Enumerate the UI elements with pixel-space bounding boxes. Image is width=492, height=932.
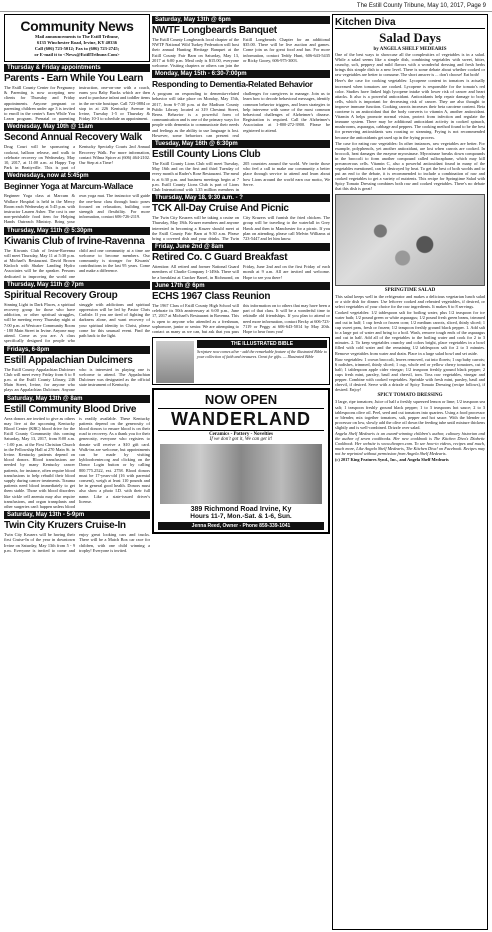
event: [4, 511, 150, 553]
event-date: June 17th @ 6pm: [152, 282, 330, 290]
store-name: WANDERLAND: [158, 408, 324, 431]
event-title: Second Annual Recovery Walk: [4, 132, 142, 144]
event-date: Saturday, May 13th @ 8am: [4, 395, 150, 403]
event-date: Thursday & Friday appointments: [4, 64, 150, 72]
event-text: Attention: All retired and former National Guard members of Charlie Company 1-149th. There will be a breakfast at Cracker Barrel, in Richmond, on Friday, June 2nd and on the first Friday of each month at 9 a.m. All are invited and welcome. Hope to see you there!: [152, 264, 330, 280]
event-text: The Estill County Center for Pregnancy & Parenting is now accepting new clients for Thursday and Friday appointments. Anyone pregnant or parenting children under age 3 is invited to enroll in the center's Earn While You Learn program. Prenatal or parenting instruction, one-on-one with a coach, earns you Baby Bucks which are then used to purchase infant and toddler items in the on-site boutique. Call 723-0884 or stop in at 226 Kentucky Avenue in Irvine, Tuesday 1-5 or Thursday & Friday 10-3 to schedule an appointment.: [4, 85, 150, 122]
event-text: Beginner Yoga class at Marcum & Wallace Hospital is held in the Mercy Room each Wednesday at 5:45 p.m. with instructor Lauren Asher. The cost is one non-perishable food item for Helping Hands Outreach Ministry. Bring your own yoga mat. The instructor will guide the one-hour class through basic poses focused on relaxation, building core strength and flexibility. For more information, contact 606-726-2119.: [4, 193, 150, 225]
event: [152, 140, 330, 192]
event: [152, 243, 330, 280]
store-tagline: If we don't got it, We can get it!: [209, 437, 273, 443]
paragraph: 3 large, ripe tomatoes; Juice of half a freshly squeezed lemon or lime; 1/2 teaspoon sea salt; 1 teaspoon freshly ground black pepper; 1 to 3 teaspoons hot sauce; 2 to 3 tablespoons olive oil. Peel, seed and cut tomatoes into quarters. Using a food processor or blender, mix together tomatoes, salt, pepper and hot sauce. With the blender or processor on low, slowly add the olive oil down the feeding tube until mixture thickens slightly and is well-combined. Drizzle over salad.: [335, 399, 485, 430]
store-address: 389 Richmond Road Irvine, Ky: [190, 506, 292, 514]
event-text: The Estill County Appalachian Dulcimer Club will meet every Friday from 6 to 8 p.m. at the Estill County Library, 246 Main Street, Irvine, for anyone who plays an Appalachian Dulcimer. Anyone who is interested in playing one is welcome to attend. The Appalachian Dulcimer was designated as the official state instrument of Kentucky.: [4, 366, 150, 393]
store-advertisement: [152, 388, 330, 534]
event-title: Parents - Earn While You Learn: [4, 73, 143, 84]
event-date: Fridays, 6-8pm: [4, 346, 150, 354]
section-title: Community News: [20, 18, 134, 34]
event-title: Estill Appalachian Dulcimers: [4, 354, 133, 366]
event-date: Friday, June 2nd @ 8am: [152, 243, 330, 251]
event-text: The Kiwanis Club of Irvine-Ravenna will meet Thursday, May 11 at 5:30 p.m. at Michael's Restaurant. David Brown Kinloch with Shaker Landing Hydro Associates will be the speaker. Persons dedicated to improving the world one child and one community at a time are welcome to become members. Our community is stronger for Kiwanis' contributions in the last 95 years. Come and make a difference.: [4, 247, 150, 279]
event: [4, 281, 150, 344]
copyright: (c) 2017 King Features Synd., Inc., and Angela Shelf Medearis: [335, 457, 449, 463]
kitchen-diva-article: [332, 14, 488, 930]
contact-line: 6135 Winchester Road, Irvine, KY 40336: [36, 40, 118, 45]
event-date: Wednesday, May 10th @ 11am: [4, 123, 150, 131]
event-title: Twin City Kruzers Cruise-In: [4, 520, 126, 532]
event-title: Retired Co. C Guard Breakfast: [152, 252, 288, 264]
column-title: Kitchen Diva: [335, 17, 485, 29]
column-right: [332, 14, 488, 930]
event-date: Thursday, May 11th @ 7pm: [4, 281, 150, 289]
quote-cite: — Illustrated Bible: [282, 354, 314, 360]
event: [152, 16, 330, 68]
byline: by ANGELA SHELF MEDEARIS: [373, 47, 447, 52]
column-middle: [152, 14, 330, 930]
community-news-header: [4, 14, 150, 62]
event-title: Beginner Yoga at Marcum-Wallace: [4, 181, 133, 192]
event-title: Spiritual Recovery Group: [4, 289, 118, 301]
event-date: Thursday, May 18, 9:30 a.m. - ?: [152, 194, 330, 202]
contact-line: Call (606) 723-5012; Fax to (606) 723-2745;: [34, 46, 120, 51]
article-headline: Salad Days: [379, 30, 441, 45]
event: [4, 123, 150, 170]
event-date: Wednesdays, now at 5:45pm: [4, 172, 150, 180]
event-date: Thursday, May 11th @ 5:30pm: [4, 227, 150, 235]
salad-photo: [335, 194, 485, 286]
event-title: TCK All-Day Cruise And Picnic: [152, 203, 289, 215]
event-text: A program on responding to dementia-related behavior will take place on Monday, May 15th, 2017, from 6-7:30 p.m. at the Madison County Public Library located at 319 Chestnut Street, Berea. Behavior is a powerful form of communication and is one of the primary ways for people with dementia to communicate their needs and feelings as the ability to use language is lost. However, some behaviors can present real challenges for caregivers to manage. Join us to learn how to decode behavioral messages, identify common behavior triggers, and learn strategies to help intervene with some of the most common behavioral challenges of Alzheimer's disease. Registration is required. Call the Alzheimer's Association at 1-800-272-3900. Please be registered to attend.: [152, 91, 330, 138]
event-title: ECHS 1967 Class Reunion: [152, 290, 271, 302]
store-phone: Jenna Reed, Owner - Phone 859-339-1041: [158, 522, 324, 530]
event-title: Responding to Dementia-Related Behavior: [152, 79, 313, 90]
ad-quote: [197, 349, 327, 359]
bible-advertisement: [152, 337, 330, 385]
paragraph: The case for eating raw vegetables: In other instances, raw vegetables are better. For example, polyphenols, yet another antioxidant, are lost when carrots are cooked. In broccoli, heat damages the enzyme myrosinase. Myrosinase breaks down compounds in the broccoli to form another compound called sulforaphane, which may kill precancerous cells. Vitamin C, also a powerful antioxidant found in many of the vegetables mentioned, can be destroyed by heat. To get the best of both worlds and to put an end to the debate, it is recommended to include a combination of raw and cooked vegetables to get a variety of nutrients. This recipe for Springtime Salad with Spicy Tomato Dressing combines both raw and cooked vegetables. There's no debate that this dish is great!: [335, 140, 485, 192]
event-text: Drug Court will be sponsoring a cookout, balloon release, and walk to celebrate recovery on Wednesday, May 10, 2017, at 11:00 a.m. at Happy Top Park in Beattyville. This is part of Kentucky Specialty Courts 2nd Annual Recovery Walk. For more information, contact Wilma Spicer at (606) 464-2102. Our Step at a Time!: [4, 144, 150, 171]
event-text: Twin City Kruzers will be having their first Cruise-In of the year in downtown Irvine on Saturday, May 13th from 5 - 9 p.m. Everyone is invited to come and enjoy great looking cars and trucks. There will be a Match Box car race for children, with one child winning a trophy! Everyone is invited.: [4, 532, 150, 553]
event-text: The Estill County Lions Club will meet Tuesday, May 16th and on the first and third Tuesday of every month at Rader's Rose Restaurant. The meal is at 6:30 p.m. and business meetings begin at 7 p.m. Estill County Lions Club is part of Lions Club International with 1.35 million members in 205 countries around the world. We invite those who feel a call to make our community a better place through service to attend and learn about how Lions around the world earn our motto, We Serve.: [152, 161, 330, 193]
event-title: Kiwanis Club of Irvine-Ravenna: [4, 235, 145, 247]
column-left: [4, 14, 150, 930]
recipe-body: [335, 294, 485, 463]
ad-title: THE ILLUSTRATED BIBLE: [197, 340, 327, 348]
event-date: Saturday, May 13th @ 6pm: [152, 16, 330, 24]
event-title: Estill County Lions Club: [152, 149, 261, 161]
quote-text: Scripture now comes alive - add the remarkable feature of the illustrated Bible to your collection of faith and treasures. Great for gifts.: [197, 349, 327, 360]
event-text: The Estill County Longbeards local chapter of the NWTF National Wild Turkey Federation will host their annual Hunting Heritage Banquet at the Estill County Fair Barn on Saturday, May 13, 2017 at 6:00 p.m. Meal only is $15.00, everyone welcome. Visiting chapters or others can join the Estill Longbeards Chapter for an additional $35.00. There will be live auction and games. Come join us for great food and fun. For more information, contact Teddy Hunt, 606-643-5435 or Ricky Gooey, 606-975-3003.: [152, 37, 330, 69]
event: [4, 346, 150, 393]
contact-line: or E-mail it to <News@EstillTribune.Com>: [34, 52, 120, 57]
event-date: Tuesday, May 16th @ 6:30pm: [152, 140, 330, 148]
store-hours: Hours 11-7, Mon.-Sat. & 1-6, Sun.: [190, 513, 292, 521]
recipe-subtitle: SPICY TOMATO DRESSING: [377, 393, 443, 399]
event: [4, 227, 150, 279]
paragraph: This salad keeps well in the refrigerator and makes a delicious vegetarian lunch salad or a side dish for dinner. Use leftover cooked and reheated vegetables, if desired, or select vegetables of your choice for the raw ingredients. It makes 6 to 8 servings.: [335, 293, 485, 309]
event-title: Estill Community Blood Drive: [4, 403, 137, 415]
event: [4, 172, 150, 224]
event: [152, 194, 330, 241]
event-text: Area donors are invited to give as others may live at the upcoming Kentucky Blood Center (KBC) blood drive for the Estill County Community this coming Saturday, May 13, 2017, from 8:00 a.m. - 1:00 p.m. at the First Christian Church in the Fellowship Hall at 270 Main St. in Irvine. Kentucky patients depend on blood donors. Blood transfusions are needed by many Kentucky cancer patients, for instance, often require blood transfusions to help rebuild their blood supply during cancer treatments. Trauma patients need blood immediately to get them stable. Those with blood disorders like sickle cell anemia may also require transfusions, and organ transplants and other surgeries can't happen unless blood is readily available. These Kentucky patients depend on the generosity of blood donors to ensure blood is on their road to recovery. As a thank you for their generosity, everyone who registers to donate will receive a $10 gift card. Walk-ins are welcome, but appointments can be made by visiting kybloodcenter.org and clicking on the Donor Login button or by calling 800.775.2522, ext. 2758. Blood donors must be 17-years-old (16 with parental consent), weigh at least 110 pounds and be in general good health. Donors must also show a photo I.D. with their full name. Like a state-issued driver's license.: [4, 415, 150, 509]
event-text: Sinning Light in Dark Places, a spiritual recovery group for those who have addiction, or other spiritual struggles, will be meeting every Thursday night at 7:00 p.m. at Westcare Community Room - 180 Main Street in Irvine. Anyone may attend. Come as you are. A class specifically designed for people who struggle with addictions and spiritual oppression will be led by Pastor Chris Carlisle. If you are tired of fighting the darkness alone, and want recovery of your spiritual identity in Christ, please come for this unusual event. Find the path back to the light.: [4, 301, 150, 344]
event: [4, 64, 150, 121]
store-products: Ceramics - Pottery - Novelties: [209, 432, 273, 438]
paragraph: Cooked vegetables: 1/2 tablespoon salt for boiling water, plus 1/2 teaspoon for ice water bath; 1/2 pound green or white asparagus; 1/2 pound fresh green beans, trimmed and cut in half; 1 cup fresh or frozen corn; 1/2 medium carrots, sliced, thinly sliced; 1 cup sweet peas, fresh or frozen; 1/2 teaspoon freshly ground black pepper. 1. Add salt to a large pot of water and bring to a boil. Wash, remove tough ends of the asparagus and cut in half. Add all of the vegetables to the boiling water and cook for 2 to 3 minutes. 2. To keep vegetables crunchy and colors bright, place vegetables in a bowl filled with cold water and the remaining 1/2 tablespoon salt for 2 to 3 minutes. Remove vegetables from water and drain. Place in a large salad bowl and set aside.: [335, 309, 485, 356]
book-image: [156, 341, 194, 383]
store-photo: [160, 444, 322, 504]
paragraph: One of the best ways to showcase all the complexities of vegetables is in a salad. While a salad seems like a simple dish, combining vegetables with sweet, bitter, crunchy, soft, peppery and mild flavors with a wonderful dressing and fresh herbs brings this simple dish to a new level. There is some debate about whether cooked or raw vegetables are better to consume. The short answer is ... don't choose! Eat both!: [335, 52, 485, 78]
event: [152, 282, 330, 334]
event: [152, 70, 330, 138]
ad-headline: NOW OPEN: [204, 392, 278, 408]
photo-caption: SPRINGTIME SALAD: [384, 287, 436, 293]
event-date: Monday, May 15th - 6:30-7:00pm: [152, 70, 330, 78]
author-bio: Angela Shelf Medearis is an award-winning children's author, culinary historian and the author of seven cookbooks. Her new cookbook is The Kitchen Diva's Diabetic Cookbook. Her website is www.divapro.com. To see how-to videos, recipes and much, much more, Like Angela Shelf Medearis, The Kitchen Diva! on Facebook. Recipes may not be reprinted without permission from Angela Shelf Medearis.: [335, 430, 485, 457]
page-header: The Estill County Tribune, May 10, 2017, Page 9: [0, 0, 492, 12]
paragraph: Raw vegetables: 1 crown broccoli, leaves removed, cut into florets; 1 cup baby carrots; 6 radishes, trimmed, thinly sliced; 1 cup, whole red or yellow cherry tomatoes, cut in half; 1 tablespoon apple cider vinegar; 1/2 teaspoon freshly ground black pepper; 2 cups fresh mint, parsley, basil and chervil, torn. Toss raw vegetables, vinegar and pepper. Combine with cooked vegetables. Sprinkle with fresh mint, parsley, basil and chervil, if desired. Serve with a drizzle of Spicy Tomato Dressing (recipe follows), if desired. Enjoy!: [335, 356, 485, 393]
event-title: NWTF Longbeards Banquet: [152, 25, 277, 36]
event: [4, 395, 150, 510]
paragraph: Here's the case for cooking vegetables: Lycopene content in tomatoes is actually increased when tomatoes are cooked. Lycopene is responsible for the tomato's red color. Studies have linked high lycopene intake with lower risk of cancer and heart attacks. It also is a powerful antioxidant. Antioxidants help repair damage to body cells, which is important for decreasing risk of cancer. They are also thought to improve immune function. Cooking carrots increases their beta carotene content. Beta carotene is an antioxidant that the body converts to vitamin A, another antioxidant. Vitamin A helps promote normal vision, protect from infection and regulate the immune system. There may be additional antioxidant activity in cooked spinach, mushrooms, asparagus, cabbage and peppers. The cooking method found to be the best for preserving antioxidants was roasting or steaming. Frying is not recommended because the antioxidants get used up in the frying process.: [335, 78, 485, 140]
event-text: The 1967 Class of Estill County High School will celebrate its 50th anniversary at 6:00 p.m., June 17, 2017 at Michael's Restaurant in Ravenna. This is open to anyone who attended as a freshman, sophomore, junior or senior. We are attempting to contact as many as we can, but ask that you pass this information on to others that may have been a part of that class. It will be a wonderful time to rekindle old friendships. If you plan to attend or need more information, contact Becky at 606-723-7119 or Peggy at 606-643-5014 by May 20th. Hope to hear from you!: [152, 302, 330, 334]
article-body: [335, 52, 485, 192]
event-text: The Twin City Kruzers will be taking a cruise on Thursday, May 18th. Kruzer members and anyone interested in becoming a Kruzer should meet at the Estill County Fair Barn at 9:30 a.m. Please bring a covered dish and your drinks. The Twin City Kruzers will furnish the fried chicken. The group will be traveling to the waterfall in Grey Hawk and then to Manchester for a picnic. If you plan on attending, please call Melvin Williams at 723-5447 and let him know.: [152, 215, 330, 242]
contact-line: Mail announcements to The Estill Tribune,: [35, 34, 119, 39]
event-date: Saturday, May 13th - 5-9pm: [4, 511, 150, 519]
